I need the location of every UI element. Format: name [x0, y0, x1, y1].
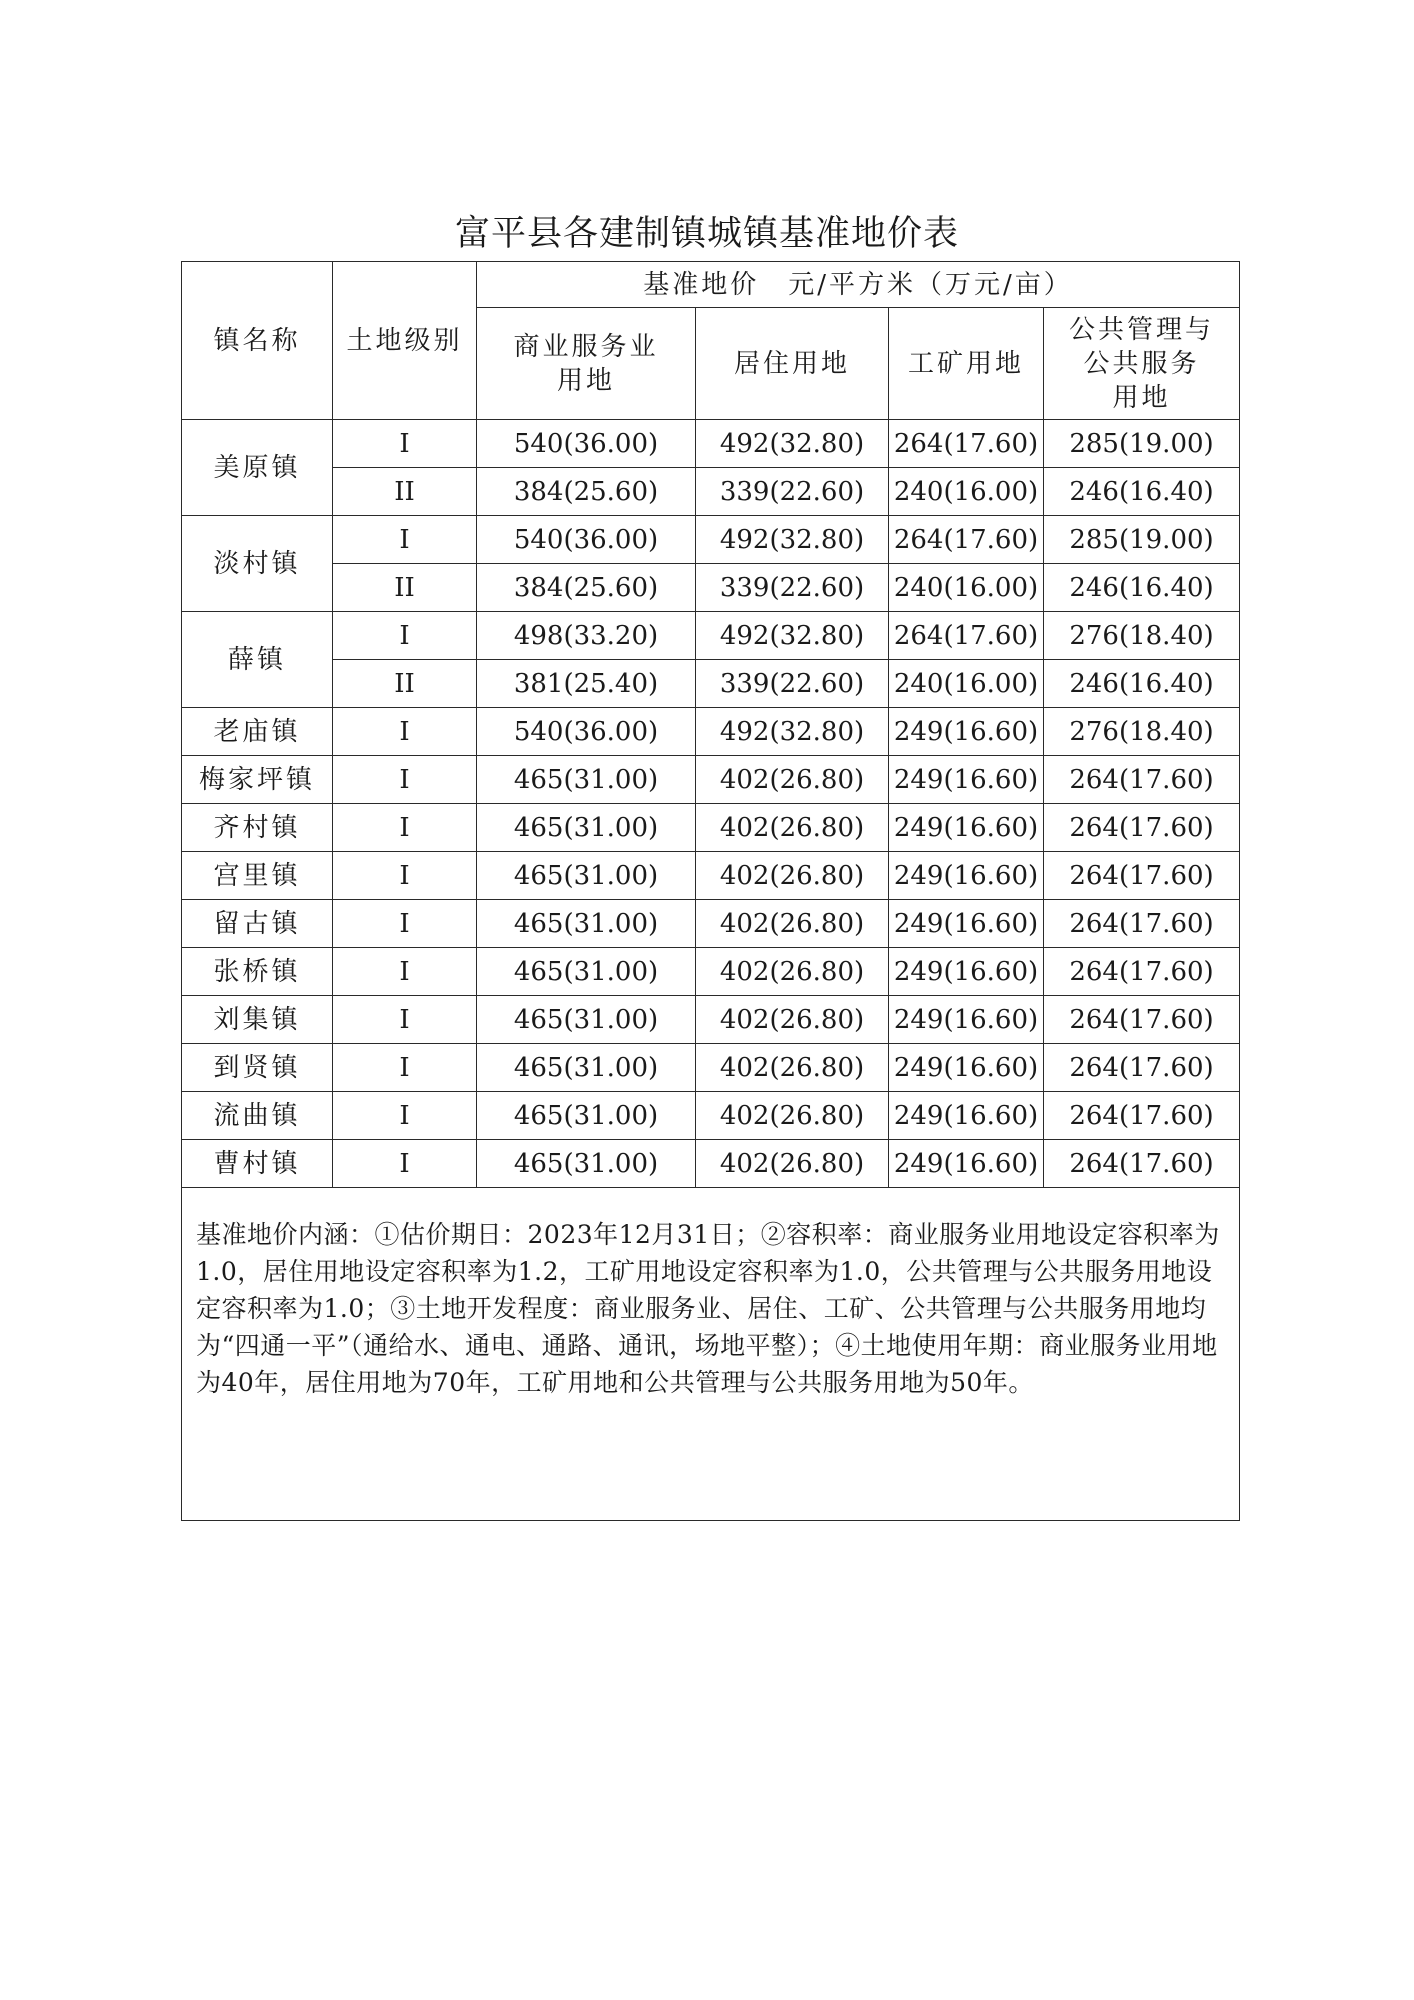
- grade-cell: I: [333, 708, 477, 756]
- header-commercial-line2: 用地: [556, 365, 615, 396]
- header-commercial-line1: 商业服务业: [513, 331, 659, 362]
- note-row: [182, 1188, 1240, 1521]
- grade-cell: I: [333, 804, 477, 852]
- industrial-cell: 264(17.60): [889, 612, 1044, 660]
- town-cell: 张桥镇: [182, 948, 333, 996]
- residential-cell: 492(32.80): [696, 612, 889, 660]
- residential-cell: 402(26.80): [696, 852, 889, 900]
- industrial-cell: 240(16.00): [889, 564, 1044, 612]
- table-row: [182, 1092, 1240, 1140]
- residential-cell: 339(22.60): [696, 660, 889, 708]
- town-cell: 到贤镇: [182, 1044, 333, 1092]
- industrial-cell: 249(16.60): [889, 756, 1044, 804]
- commercial-cell: 465(31.00): [477, 852, 696, 900]
- commercial-cell: 540(36.00): [477, 516, 696, 564]
- public-cell: 285(19.00): [1044, 516, 1240, 564]
- commercial-cell: 381(25.40): [477, 660, 696, 708]
- residential-cell: 492(32.80): [696, 516, 889, 564]
- town-cell: 流曲镇: [182, 1092, 333, 1140]
- header-public: [1044, 308, 1240, 420]
- public-cell: 285(19.00): [1044, 420, 1240, 468]
- residential-cell: 402(26.80): [696, 900, 889, 948]
- public-cell: 276(18.40): [1044, 612, 1240, 660]
- residential-cell: 402(26.80): [696, 804, 889, 852]
- industrial-cell: 249(16.60): [889, 996, 1044, 1044]
- table-row: [182, 468, 1240, 516]
- grade-cell: I: [333, 516, 477, 564]
- table-row: [182, 1044, 1240, 1092]
- table-row: [182, 852, 1240, 900]
- page-title: 富平县各建制镇城镇基准地价表: [454, 214, 959, 254]
- town-cell: 曹村镇: [182, 1140, 333, 1188]
- commercial-cell: 540(36.00): [477, 420, 696, 468]
- public-cell: 264(17.60): [1044, 948, 1240, 996]
- town-cell: 宫里镇: [182, 852, 333, 900]
- commercial-cell: 465(31.00): [477, 756, 696, 804]
- grade-cell: II: [333, 564, 477, 612]
- public-cell: 276(18.40): [1044, 708, 1240, 756]
- header-public-line2: 公共服务: [1083, 348, 1200, 379]
- table-row: [182, 996, 1240, 1044]
- land-price-table: [181, 261, 1240, 1521]
- commercial-cell: 384(25.60): [477, 468, 696, 516]
- public-cell: 246(16.40): [1044, 564, 1240, 612]
- town-cell: 留古镇: [182, 900, 333, 948]
- table-row: [182, 564, 1240, 612]
- industrial-cell: 249(16.60): [889, 1140, 1044, 1188]
- town-cell: 老庙镇: [182, 708, 333, 756]
- industrial-cell: 264(17.60): [889, 420, 1044, 468]
- town-cell: 齐村镇: [182, 804, 333, 852]
- public-cell: 264(17.60): [1044, 756, 1240, 804]
- residential-cell: 492(32.80): [696, 708, 889, 756]
- header-grade: 土地级别: [333, 262, 477, 420]
- table-row: [182, 1140, 1240, 1188]
- residential-cell: 339(22.60): [696, 564, 889, 612]
- grade-cell: II: [333, 468, 477, 516]
- table-row: [182, 708, 1240, 756]
- grade-cell: I: [333, 1044, 477, 1092]
- commercial-cell: 465(31.00): [477, 948, 696, 996]
- residential-cell: 402(26.80): [696, 1140, 889, 1188]
- price-note: 基准地价内涵：①估价期日：2023年12月31日；②容积率：商业服务业用地设定容积率为1.0，居住用地设定容积率为1.2，工矿用地设定容积率为1.0，公共管理与公共服务用地设定容积率为1.0；③土地开发程度：商业服务业、居住、工矿、公共管理与公共服务用地均为“四通一平”（通给水、通电、通路、通讯，场地平整）；④土地使用年期：商业服务业用地为40年，居住用地为70年，工矿用地和公共管理与公共服务用地为50年。: [182, 1188, 1240, 1521]
- grade-cell: I: [333, 852, 477, 900]
- grade-cell: I: [333, 948, 477, 996]
- industrial-cell: 249(16.60): [889, 708, 1044, 756]
- industrial-cell: 240(16.00): [889, 468, 1044, 516]
- commercial-cell: 465(31.00): [477, 1092, 696, 1140]
- town-cell: 梅家坪镇: [182, 756, 333, 804]
- table-row: [182, 900, 1240, 948]
- town-cell: 刘集镇: [182, 996, 333, 1044]
- header-public-line1: 公共管理与: [1069, 314, 1215, 345]
- industrial-cell: 249(16.60): [889, 1044, 1044, 1092]
- grade-cell: I: [333, 420, 477, 468]
- town-cell: 薛镇: [182, 612, 333, 708]
- commercial-cell: 540(36.00): [477, 708, 696, 756]
- header-town: 镇名称: [182, 262, 333, 420]
- table-row: [182, 804, 1240, 852]
- residential-cell: 402(26.80): [696, 1044, 889, 1092]
- commercial-cell: 498(33.20): [477, 612, 696, 660]
- industrial-cell: 249(16.60): [889, 900, 1044, 948]
- industrial-cell: 249(16.60): [889, 804, 1044, 852]
- public-cell: 264(17.60): [1044, 996, 1240, 1044]
- commercial-cell: 465(31.00): [477, 804, 696, 852]
- industrial-cell: 249(16.60): [889, 1092, 1044, 1140]
- commercial-cell: 465(31.00): [477, 900, 696, 948]
- table-row: [182, 612, 1240, 660]
- table-row: [182, 756, 1240, 804]
- table-row: [182, 948, 1240, 996]
- public-cell: 246(16.40): [1044, 468, 1240, 516]
- residential-cell: 492(32.80): [696, 420, 889, 468]
- public-cell: 264(17.60): [1044, 852, 1240, 900]
- industrial-cell: 249(16.60): [889, 852, 1044, 900]
- grade-cell: I: [333, 996, 477, 1044]
- table-row: [182, 420, 1240, 468]
- header-public-line3: 用地: [1112, 382, 1171, 413]
- town-cell: 美原镇: [182, 420, 333, 516]
- grade-cell: II: [333, 660, 477, 708]
- public-cell: 264(17.60): [1044, 900, 1240, 948]
- commercial-cell: 384(25.60): [477, 564, 696, 612]
- header-residential: 居住用地: [696, 308, 889, 420]
- header-commercial: [477, 308, 696, 420]
- industrial-cell: 249(16.60): [889, 948, 1044, 996]
- residential-cell: 402(26.80): [696, 996, 889, 1044]
- grade-cell: I: [333, 756, 477, 804]
- grade-cell: I: [333, 612, 477, 660]
- industrial-cell: 264(17.60): [889, 516, 1044, 564]
- commercial-cell: 465(31.00): [477, 996, 696, 1044]
- table-row: [182, 516, 1240, 564]
- grade-cell: I: [333, 1092, 477, 1140]
- residential-cell: 402(26.80): [696, 1092, 889, 1140]
- public-cell: 246(16.40): [1044, 660, 1240, 708]
- commercial-cell: 465(31.00): [477, 1044, 696, 1092]
- header-price-group: 基准地价 元/平方米（万元/亩）: [477, 262, 1240, 308]
- town-cell: 淡村镇: [182, 516, 333, 612]
- public-cell: 264(17.60): [1044, 1044, 1240, 1092]
- public-cell: 264(17.60): [1044, 1092, 1240, 1140]
- residential-cell: 339(22.60): [696, 468, 889, 516]
- public-cell: 264(17.60): [1044, 1140, 1240, 1188]
- header-industrial: 工矿用地: [889, 308, 1044, 420]
- grade-cell: I: [333, 900, 477, 948]
- public-cell: 264(17.60): [1044, 804, 1240, 852]
- residential-cell: 402(26.80): [696, 756, 889, 804]
- commercial-cell: 465(31.00): [477, 1140, 696, 1188]
- grade-cell: I: [333, 1140, 477, 1188]
- residential-cell: 402(26.80): [696, 948, 889, 996]
- industrial-cell: 240(16.00): [889, 660, 1044, 708]
- table-row: [182, 660, 1240, 708]
